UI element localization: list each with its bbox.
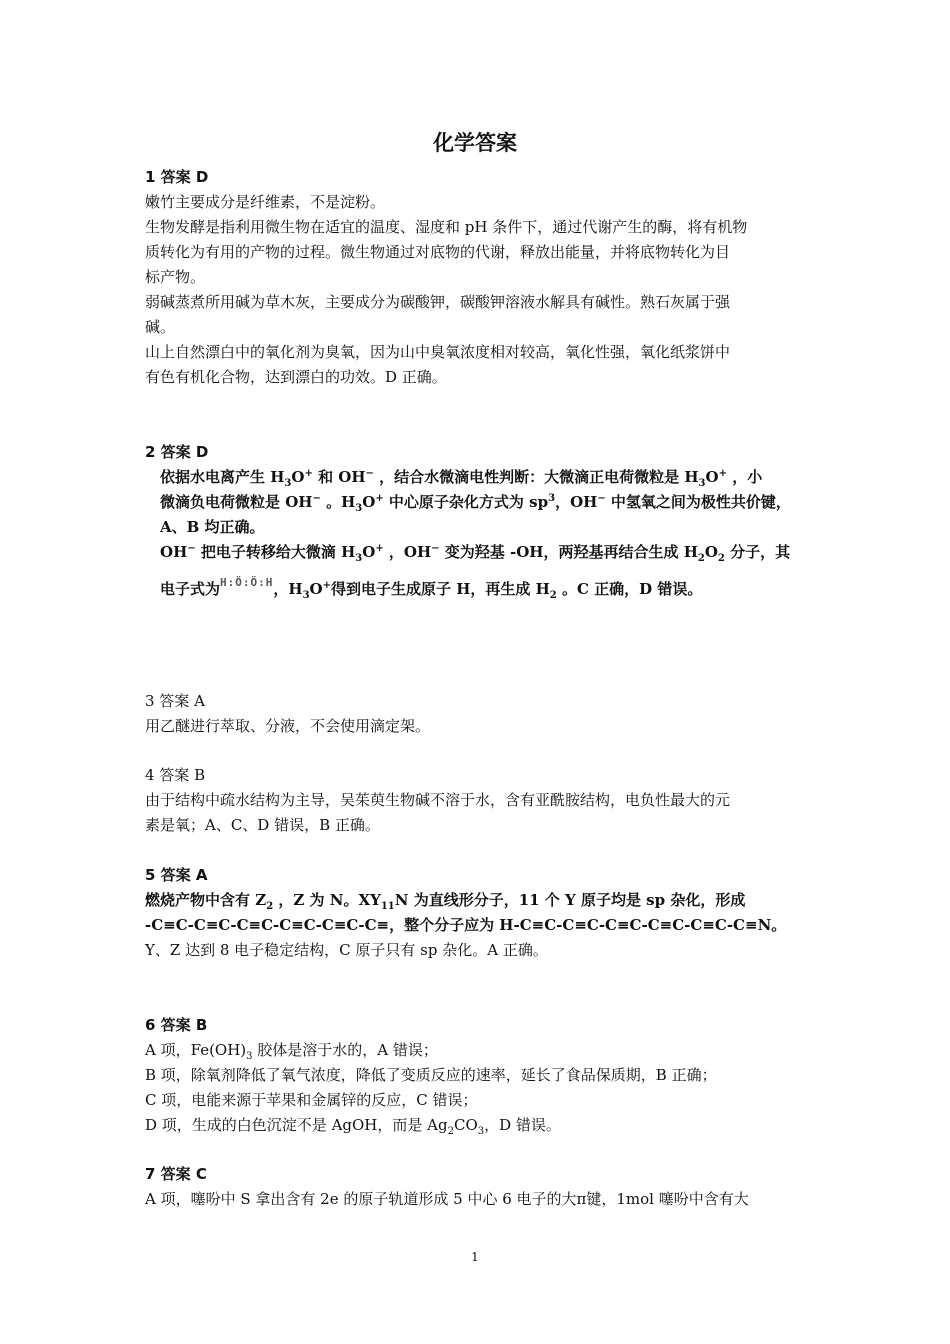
answer-text: 嫩竹主要成分是纤维素，不是淀粉。 (145, 193, 386, 211)
answer-text: D 项，生成的白色沉淀不是 AgOH，而是 $Ag_2CO_3$，D 错误。 (145, 1116, 561, 1137)
answer-text: 电子式为H:Ö:Ö:H，$H_3O^+$得到电子生成原子 H，再生成 $H_2$ 。C 正确，D 错误。 (160, 577, 810, 603)
answer-text: A 项，噻吩中 S 拿出含有 2e 的原子轨道形成 5 中心 6 电子的大π键，1mol 噻吩中含有大 (145, 1190, 749, 1208)
answer-7 (145, 1162, 810, 1212)
answer-text: 由于结构中疏水结构为主导，吴茱萸生物碱不溶于水，含有亚酰胺结构，电负性最大的元 (145, 791, 731, 809)
electron-formula: H:Ö:Ö:H (220, 576, 274, 589)
answer-heading: 7 答案 C (145, 1165, 207, 1183)
answer-2 (160, 465, 810, 603)
answer-heading: 4 答案 B (145, 766, 206, 784)
answer-1 (145, 165, 810, 390)
answer-2-heading-block (145, 440, 810, 465)
answer-text: 生物发酵是指利用微生物在适宜的温度、湿度和 pH 条件下，通过代谢产生的酶，将有机物 (145, 218, 748, 236)
answer-text: 燃烧产物中含有 $Z_2$ ，Z 为 N。$XY_{11}N$ 为直线形分子，11 个 Y 原子均是 sp 杂化，形成 (145, 891, 746, 912)
answer-text: 弱碱蒸煮所用碱为草木灰，主要成分为碳酸钾，碳酸钾溶液水解具有碱性。熟石灰属于强 (145, 293, 731, 311)
page-title: 化学答案 (433, 131, 517, 155)
answer-4 (145, 763, 810, 838)
page-number: 1 (471, 1250, 479, 1264)
answer-text: 依据水电离产生 $H_3O^+$ 和 OH− ，结合水微滴电性判断：大微滴正电荷微粒是 $H_3O^+$ ，小 (160, 468, 763, 489)
answer-heading: 5 答案 A (145, 866, 208, 884)
answer-text: A、B 均正确。 (160, 518, 265, 536)
answer-text: B 项，除氧剂降低了氧气浓度，降低了变质反应的速率，延长了食品保质期，B 正确； (145, 1066, 717, 1084)
answer-text: A 项，$Fe(OH)_3$ 胶体是溶于水的，A 错误； (145, 1041, 438, 1062)
answer-text: C 项，电能来源于苹果和金属锌的反应，C 错误； (145, 1091, 478, 1109)
answer-heading: 1 答案 D (145, 168, 209, 186)
answer-text: -C≡C-C≡C-C≡C-C≡C-C≡C-C≡，整个分子应为 H-C≡C-C≡C-C≡C-C≡C-C≡C-C≡N。 (145, 916, 787, 934)
answer-3 (145, 689, 810, 739)
answer-text: 质转化为有用的产物的过程。微生物通过对底物的代谢，释放出能量，并将底物转化为目 (145, 243, 731, 261)
answer-text: 有色有机化合物，达到漂白的功效。D 正确。 (145, 368, 447, 386)
answer-text: 碱。 (145, 318, 176, 336)
answer-text: 素是氧；A、C、D 错误，B 正确。 (145, 816, 380, 834)
answer-text: OH− 把电子转移给大微滴 $H_3O^+$ ，OH− 变为羟基 -OH，两羟基再结合生成 $H_2O_2$ 分子，其 (160, 543, 791, 564)
answer-text: 标产物。 (145, 268, 206, 286)
answer-text: Y、Z 达到 8 电子稳定结构，C 原子只有 sp 杂化。A 正确。 (145, 941, 548, 959)
answer-6 (145, 1013, 810, 1138)
answer-text: 微滴负电荷微粒是 OH− 。$H_3O^+$ 中心原子杂化方式为 $sp^3$，OH− 中氢氧之间为极性共价键， (160, 493, 791, 514)
answer-heading: 6 答案 B (145, 1016, 208, 1034)
answer-text: 山上自然漂白中的氧化剂为臭氧，因为山中臭氧浓度相对较高，氧化性强，氧化纸浆饼中 (145, 343, 731, 361)
answer-5 (145, 863, 810, 963)
answer-heading: 3 答案 A (145, 692, 205, 710)
answer-heading: 2 答案 D (145, 443, 209, 461)
answer-text: 用乙醚进行萃取、分液，不会使用滴定架。 (145, 717, 431, 735)
